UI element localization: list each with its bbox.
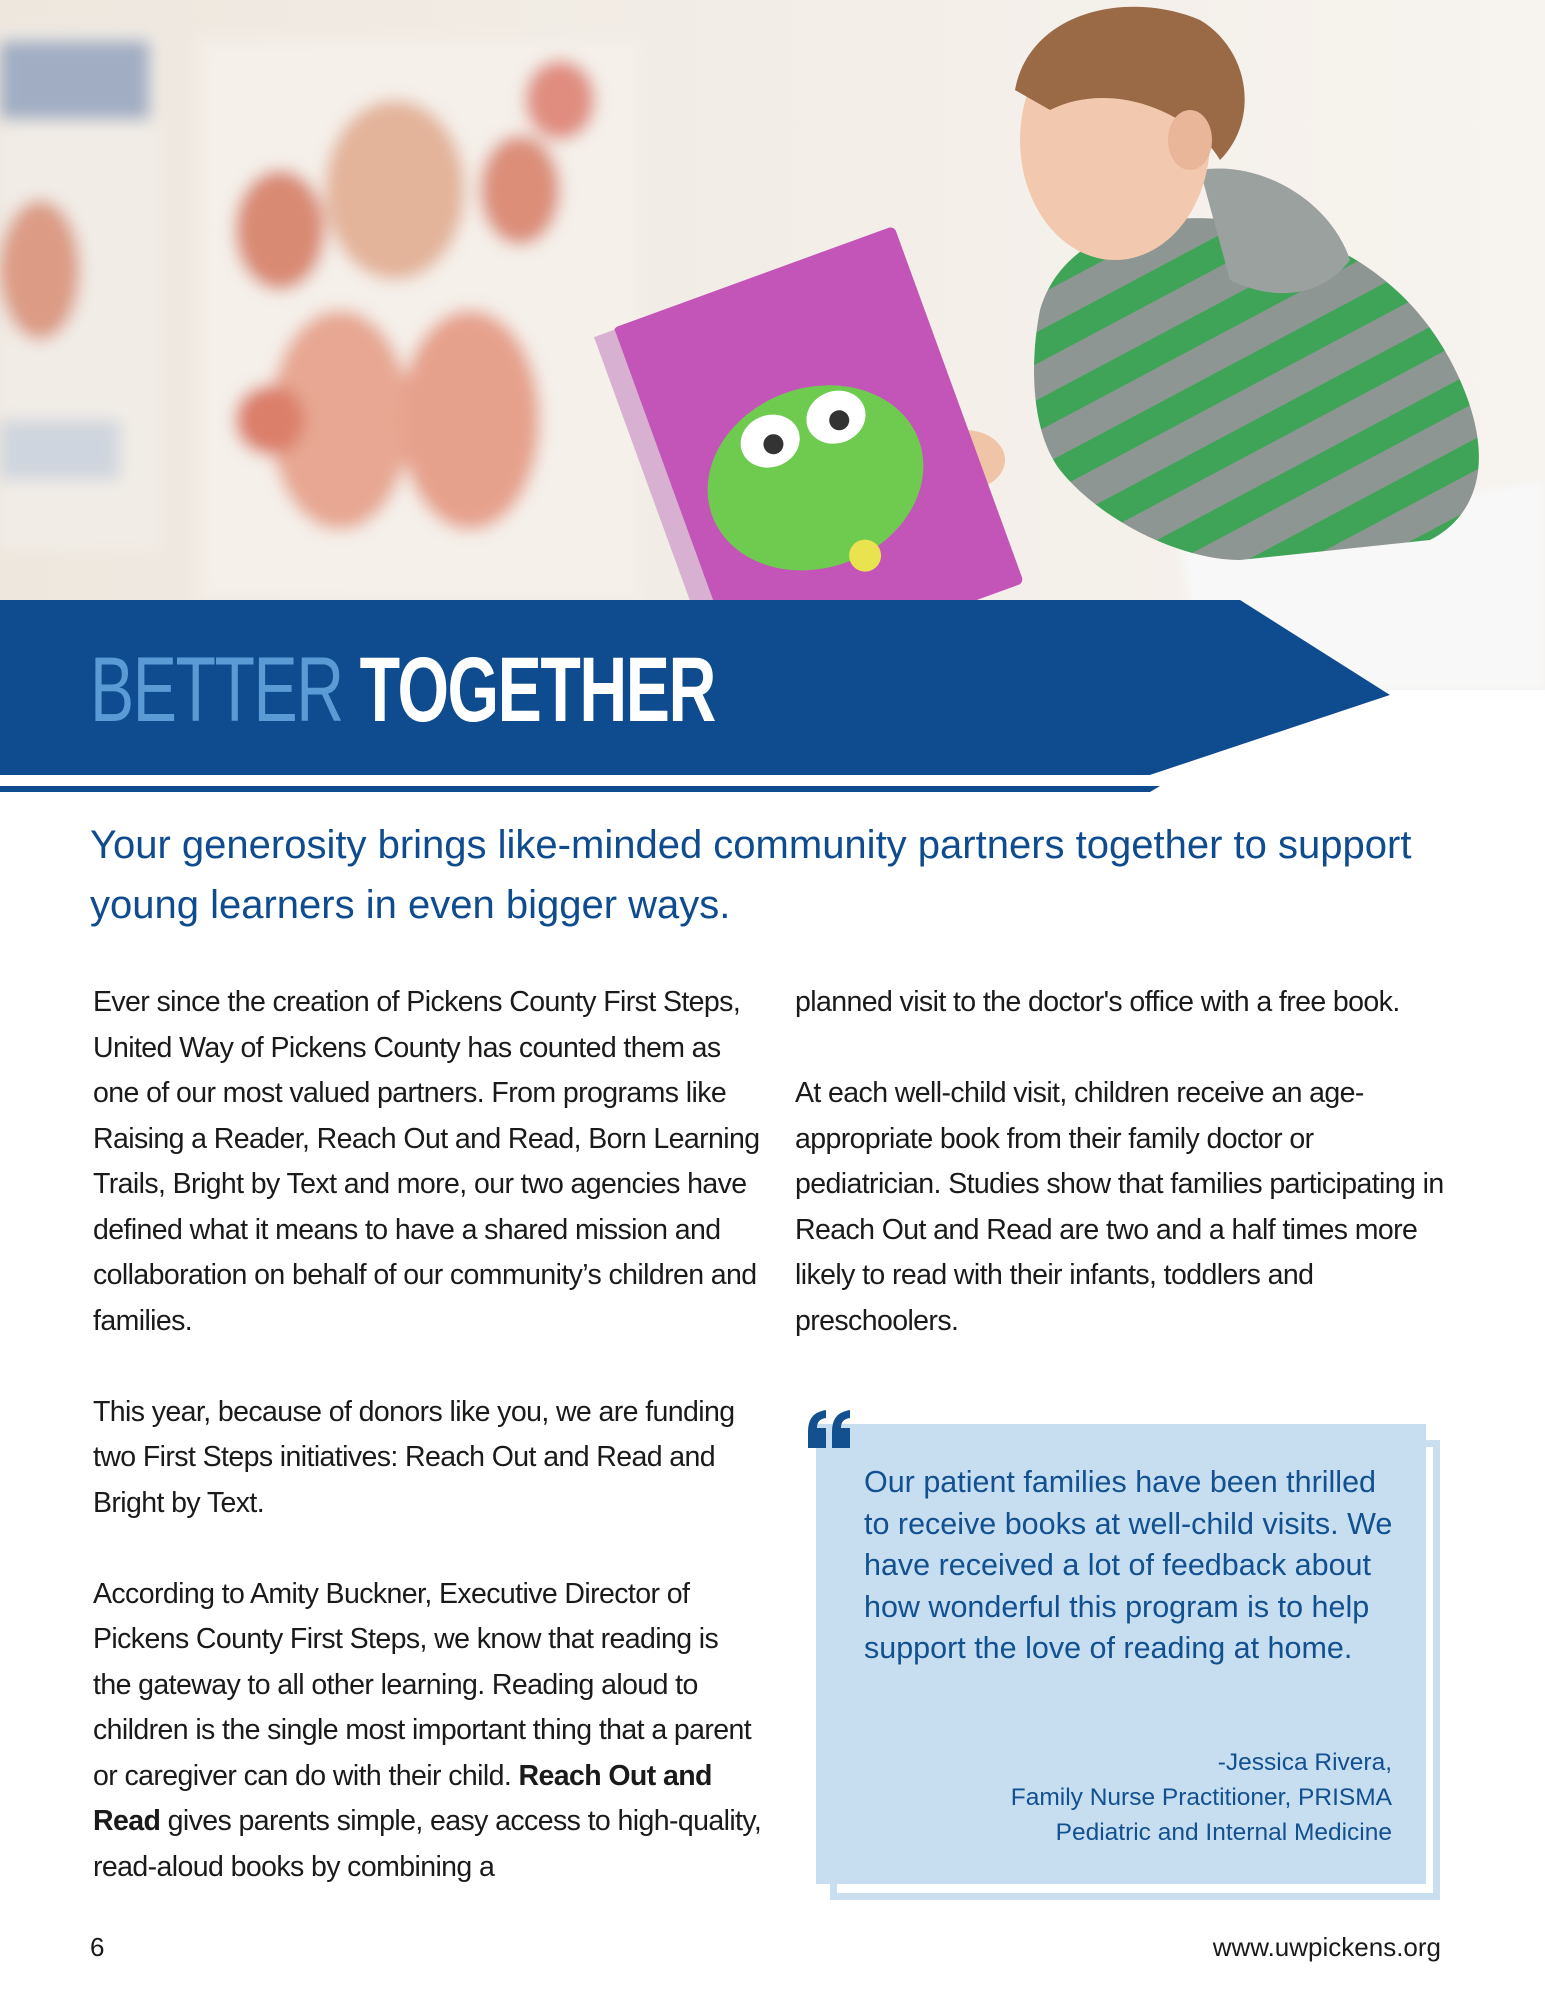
hero-photo <box>0 0 1545 690</box>
reach-out-and-read-bold: Reach Out and Read <box>93 1759 712 1837</box>
paragraph-well-child: At each well-child visit, children receive an age-appropriate book from their family doctor or pediatrician. Studies show that families participating in Reach Out and Read are two and a half times more likely to read with their infants, toddlers and preschoolers. <box>795 1077 1444 1337</box>
open-quote-icon <box>806 1408 854 1460</box>
page-number: 6 <box>90 1932 105 1962</box>
buckner-text-start: According to Amity Buckner, Executive Director of Pickens County First Steps, we know that reading is the gateway to all other learning. Reading aloud to children is the single most important thing that a parent or caregiver can do with their child. <box>93 1577 752 1792</box>
paragraph-buckner <box>93 1572 763 1891</box>
title-word-better: BETTER <box>90 639 343 741</box>
attribution-name: -Jessica Rivera, <box>1217 1749 1392 1776</box>
paragraph-funding: This year, because of donors like you, we are funding two First Steps initiatives: Reach Out and Read and Bright by Text. <box>93 1395 735 1519</box>
attribution-title: Family Nurse Practitioner, PRISMA <box>1010 1784 1392 1811</box>
title-word-together: TOGETHER <box>359 639 715 741</box>
quote-attribution <box>870 1745 1392 1850</box>
right-column <box>795 980 1455 1390</box>
paragraph-partners: Ever since the creation of Pickens County First Steps, United Way of Pickens County has counted them as one of our most valued partners. From programs like Raising a Reader, Reach Out and Read, Born Learning Trails, Bright by Text and more, our two agencies have defined what it means to have a shared mission and collaboration on behalf of our community’s children and families. <box>93 986 760 1337</box>
buckner-text-end: gives parents simple, easy access to high-quality, read-aloud books by combining a <box>93 1805 762 1883</box>
left-column <box>93 980 763 1936</box>
page-title <box>90 640 715 740</box>
lead-paragraph: Your generosity brings like-minded community partners together to support young learners in even bigger ways. <box>90 823 1412 927</box>
website-url: www.uwpickens.org <box>1212 1932 1441 1962</box>
paragraph-doctor-visit: planned visit to the doctor's office with a free book. <box>795 986 1400 1018</box>
quote-text: Our patient families have been thrilled to receive books at well-child visits. We have received a lot of feedback about how wonderful this program is to help support the love of reading at home. <box>864 1465 1393 1665</box>
attribution-organization: Pediatric and Internal Medicine <box>1055 1819 1392 1846</box>
